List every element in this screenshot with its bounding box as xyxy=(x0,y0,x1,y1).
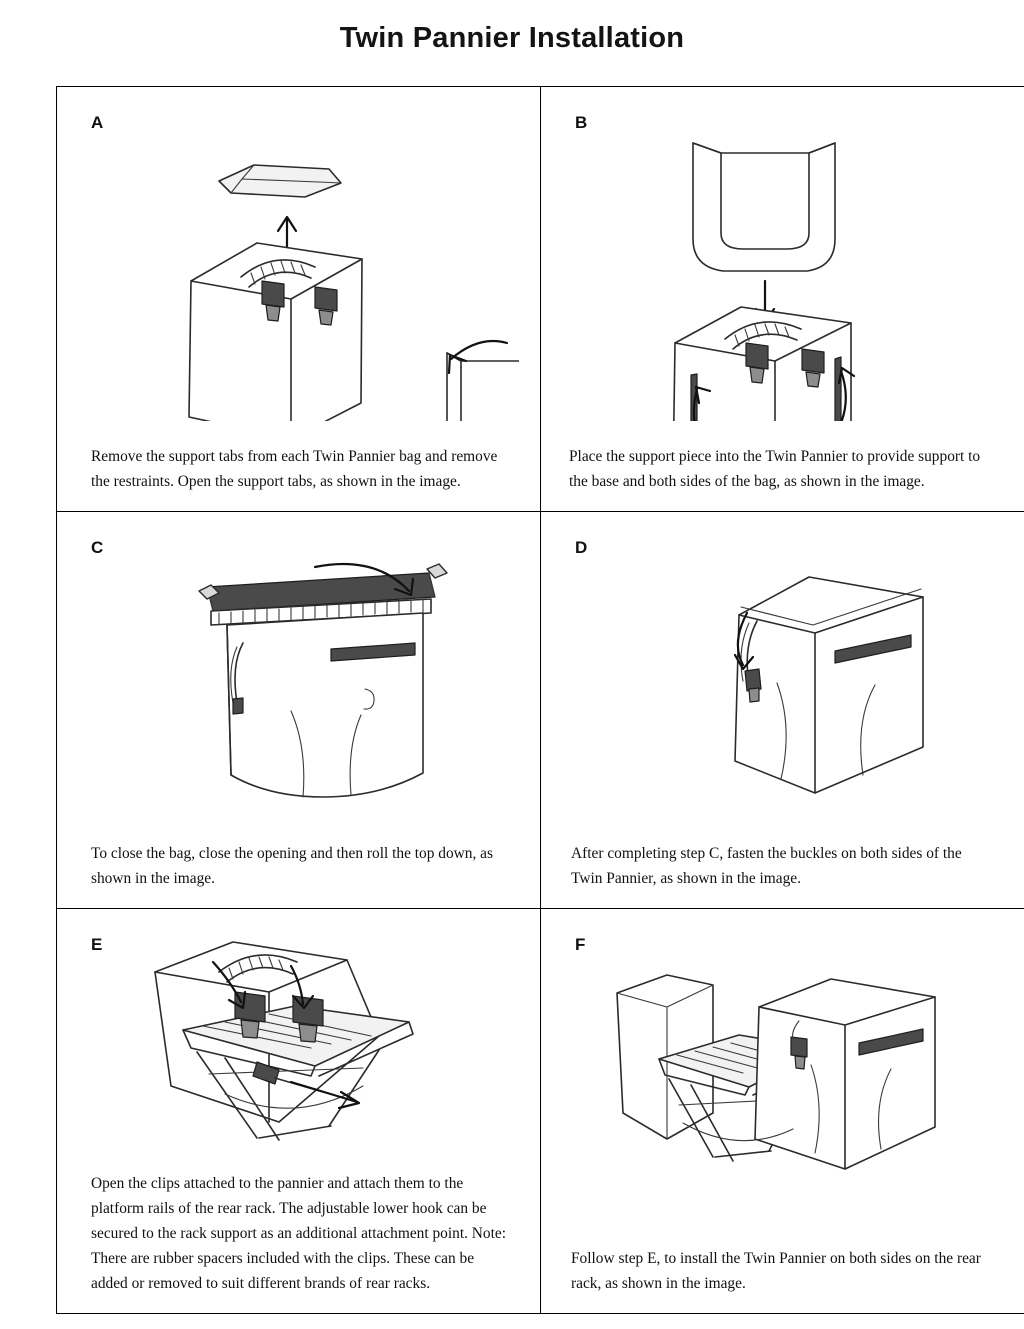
steps-row-3 xyxy=(57,909,1024,1314)
page-title: Twin Pannier Installation xyxy=(339,22,685,54)
step-caption-a: Remove the support tabs from each Twin Pannier bag and remove the restraints. Open the support tabs, as shown in the image. xyxy=(91,448,498,491)
step-caption-b: Place the support piece into the Twin Pannier to provide support to the base and both sides of the bag, as shown in the image. xyxy=(569,448,981,491)
step-letter-b: B xyxy=(575,113,588,132)
step-caption-d: After completing step C, fasten the buckles on both sides of the Twin Pannier, as shown in the image. xyxy=(571,845,962,888)
step-cell-a xyxy=(57,87,541,512)
step-illustration-a xyxy=(57,87,540,445)
step-illustration-e xyxy=(57,909,540,1172)
step-illustration-b xyxy=(541,87,1024,445)
step-cell-c xyxy=(57,512,541,909)
step-illustration-f xyxy=(541,909,1024,1247)
step-caption-f: Follow step E, to install the Twin Pannier on both sides on the rear rack, as shown in the image. xyxy=(571,1250,981,1293)
steps-row-2 xyxy=(57,512,1024,909)
step-illustration-c xyxy=(57,512,540,842)
step-letter-e: E xyxy=(91,935,103,954)
step-caption-c: To close the bag, close the opening and then roll the top down, as shown in the image. xyxy=(91,845,493,888)
step-letter-d: D xyxy=(575,538,588,557)
step-cell-b xyxy=(541,87,1024,512)
step-letter-a: A xyxy=(91,113,104,132)
step-cell-d xyxy=(541,512,1024,909)
step-caption-e: Open the clips attached to the pannier and attach them to the platform rails of the rear rack. The adjustable lower hook can be secured to the rack support as an additional attachment point. Note: There are rubber spacers included with the clips. These can be added or removed to suit different brands of rear racks. xyxy=(91,1175,506,1293)
steps-grid xyxy=(56,86,1024,1314)
step-cell-f xyxy=(541,909,1024,1314)
step-illustration-d xyxy=(541,512,1024,842)
step-letter-c: C xyxy=(91,538,104,557)
steps-row-1 xyxy=(57,87,1024,512)
step-letter-f: F xyxy=(575,935,586,954)
step-cell-e xyxy=(57,909,541,1314)
